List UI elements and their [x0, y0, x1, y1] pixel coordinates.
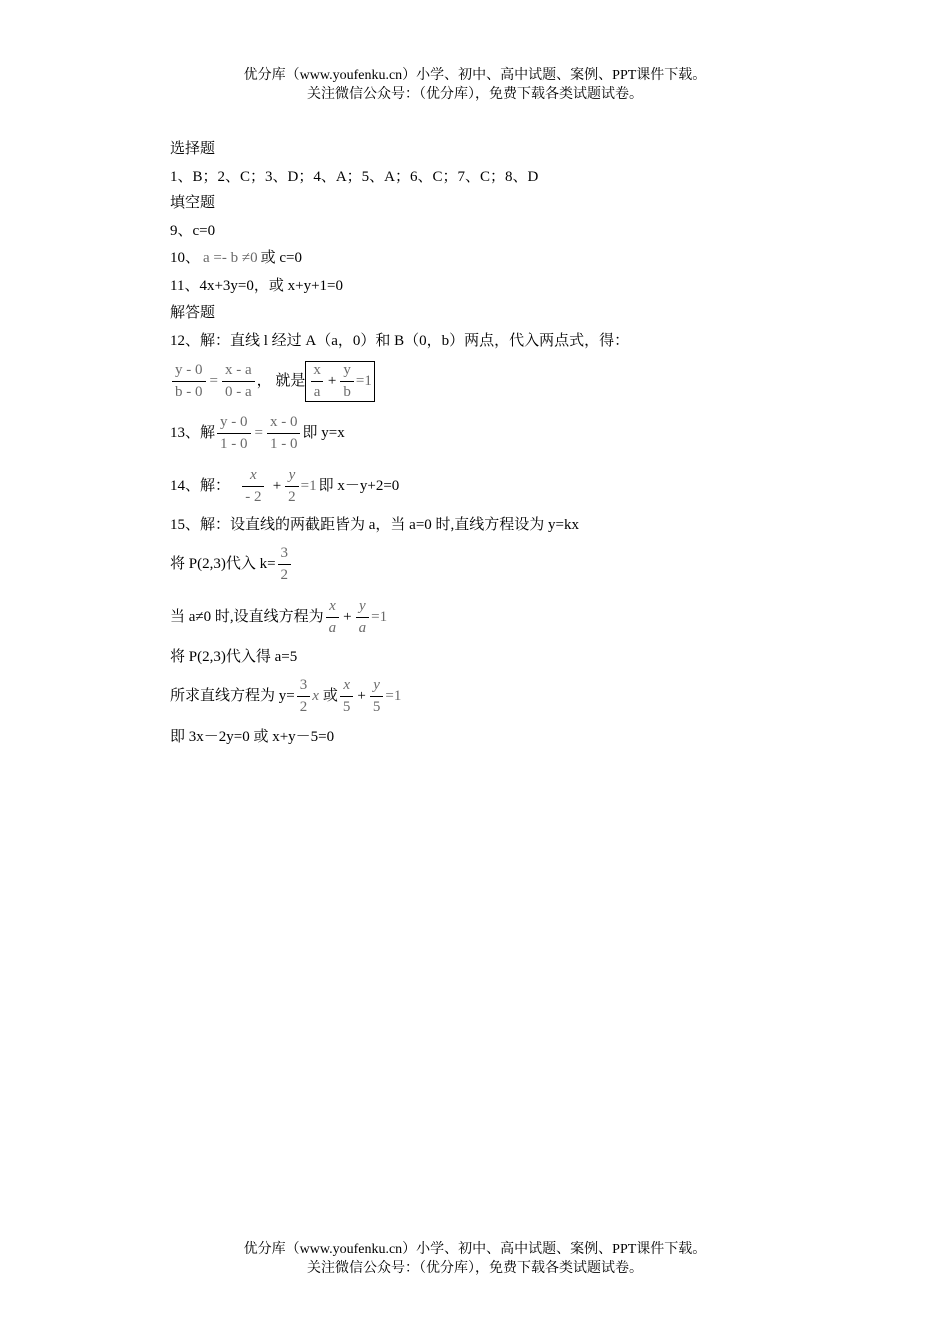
- q12-fraction-1: [172, 363, 206, 400]
- q15-l5-f2-numerator: y: [373, 676, 380, 693]
- q15-line-3-prefix: 当 a≠0 时,设直线方程为: [170, 609, 324, 625]
- q15-l3-f1-numerator: x: [329, 597, 336, 614]
- q15-l5-f1-denominator: 5: [340, 696, 354, 715]
- q15-l5-denominator: 2: [297, 696, 311, 715]
- q15-line-5-fraction-2: [370, 678, 384, 715]
- q15-l5-f2-denominator: 5: [370, 696, 384, 715]
- q12-plus: +: [327, 373, 337, 389]
- q15-line-5: [170, 674, 401, 718]
- q14-f1-denominator: - 2: [242, 486, 264, 505]
- q12-f2-denominator: 0 - a: [222, 381, 255, 400]
- q13-equation: [170, 412, 345, 454]
- q13-prefix: 13、解: [170, 425, 216, 441]
- answer-10-suffix: 或 c=0: [260, 250, 302, 266]
- q15-line-3: [170, 596, 387, 638]
- page-footer: [0, 1240, 950, 1278]
- q12-text: 12、解：直线 l 经过 A（a，0）和 B（0，b）两点，代入两点式，得：: [170, 333, 630, 349]
- q13-f1-numerator: y - 0: [220, 413, 248, 430]
- q15-k-denominator: 2: [278, 564, 292, 583]
- solve-title: 解答题: [170, 305, 216, 321]
- answer-10-math: a =- b ≠0: [203, 250, 258, 266]
- q14-equals: =1: [300, 478, 317, 494]
- footer-line-2: 关注微信公众号：（优分库），免费下载各类试题试卷。: [307, 1261, 643, 1276]
- q14-equation: [170, 464, 399, 508]
- choice-answers: 1、B；2、C；3、D；4、A；5、A；6、C；7、C；8、D: [170, 169, 539, 185]
- answer-10: [170, 247, 302, 269]
- q15-l5-f1-numerator: x: [343, 676, 350, 693]
- q14-fraction-1: [238, 468, 269, 505]
- q12-middle-text: ， 就是: [256, 373, 306, 389]
- q12-equals: =: [209, 373, 218, 389]
- q15-line-4: 将 P(2,3)代入得 a=5: [170, 649, 298, 665]
- q14-f1-numerator: x: [250, 466, 257, 483]
- q13-f2-denominator: 1 - 0: [267, 433, 301, 452]
- q12-box-equals: =1: [355, 373, 372, 389]
- q12-b1-denominator: a: [311, 381, 324, 400]
- q15-k-fraction: [278, 546, 292, 583]
- q12-box-fraction-2: [340, 363, 354, 400]
- q15-line-5-fraction: [297, 678, 311, 715]
- q15-k-numerator: 3: [280, 544, 289, 561]
- q13-suffix: 即 y=x: [302, 425, 345, 441]
- q12-f1-numerator: y - 0: [175, 361, 203, 378]
- q15-line-3-fraction-2: [356, 599, 370, 636]
- answer-10-prefix: 10、: [170, 250, 201, 266]
- q15-line-6: 即 3x－2y=0 或 x+y－5=0: [170, 729, 335, 745]
- q15-l3-f2-numerator: y: [359, 597, 366, 614]
- q14-suffix: 即 x－y+2=0: [318, 478, 400, 494]
- q15-line-2-prefix: 将 P(2,3)代入 k=: [170, 556, 276, 572]
- header-line-1: 优分库（www.youfenku.cn）小学、初中、高中试题、案例、PPT课件下载。: [243, 68, 707, 83]
- q15-line-5-or: 或: [322, 688, 338, 704]
- q13-fraction-1: [217, 415, 251, 452]
- q15-line-5-fraction-1: [340, 678, 354, 715]
- q15-line-3-equals: =1: [371, 609, 388, 625]
- q15-line-5-plus: +: [357, 688, 366, 704]
- q14-f2-numerator: y: [288, 466, 296, 483]
- q12-equation: [170, 360, 375, 402]
- q12-b1-numerator: x: [313, 361, 321, 378]
- answer-11: 11、4x+3y=0，或 x+y+1=0: [170, 278, 343, 294]
- q15-line-3-fraction-1: [326, 599, 340, 636]
- header-line-2: 关注微信公众号：（优分库），免费下载各类试题试卷。: [307, 87, 643, 102]
- q12-b2-denominator: b: [340, 381, 354, 400]
- q15-l5-numerator: 3: [299, 676, 308, 693]
- q13-equals: =: [254, 425, 263, 441]
- q15-line-3-plus: +: [343, 609, 352, 625]
- q12-box-fraction-1: [310, 363, 324, 400]
- q12-f2-numerator: x - a: [224, 361, 252, 378]
- page-header: [0, 66, 950, 104]
- footer-line-1: 优分库（www.youfenku.cn）小学、初中、高中试题、案例、PPT课件下载。: [243, 1242, 707, 1257]
- q15-l3-f1-denominator: a: [326, 617, 340, 636]
- q12-b2-numerator: y: [343, 361, 351, 378]
- q13-fraction-2: [267, 415, 301, 452]
- q14-fraction-2: [285, 468, 299, 505]
- q13-f2-numerator: x - 0: [269, 413, 298, 430]
- q15-line-2: [170, 542, 293, 586]
- q15-line-1: 15、解：设直线的两截距皆为 a，当 a=0 时,直线方程设为 y=kx: [170, 517, 579, 533]
- q14-f2-denominator: 2: [285, 486, 299, 505]
- q15-l3-f2-denominator: a: [356, 617, 370, 636]
- q12-f1-denominator: b - 0: [172, 381, 206, 400]
- q12-boxed-result: [305, 361, 374, 402]
- q14-plus: +: [272, 478, 282, 494]
- q15-line-5-equals: =1: [385, 688, 402, 704]
- q15-line-5-x: x: [312, 688, 319, 704]
- q13-f1-denominator: 1 - 0: [217, 433, 251, 452]
- q14-prefix: 14、解：: [170, 478, 231, 494]
- choice-title: 选择题: [170, 141, 216, 157]
- q15-line-5-prefix: 所求直线方程为 y=: [170, 688, 295, 704]
- q12-fraction-2: [222, 363, 255, 400]
- fill-title: 填空题: [170, 195, 216, 211]
- answer-9: 9、c=0: [170, 223, 216, 239]
